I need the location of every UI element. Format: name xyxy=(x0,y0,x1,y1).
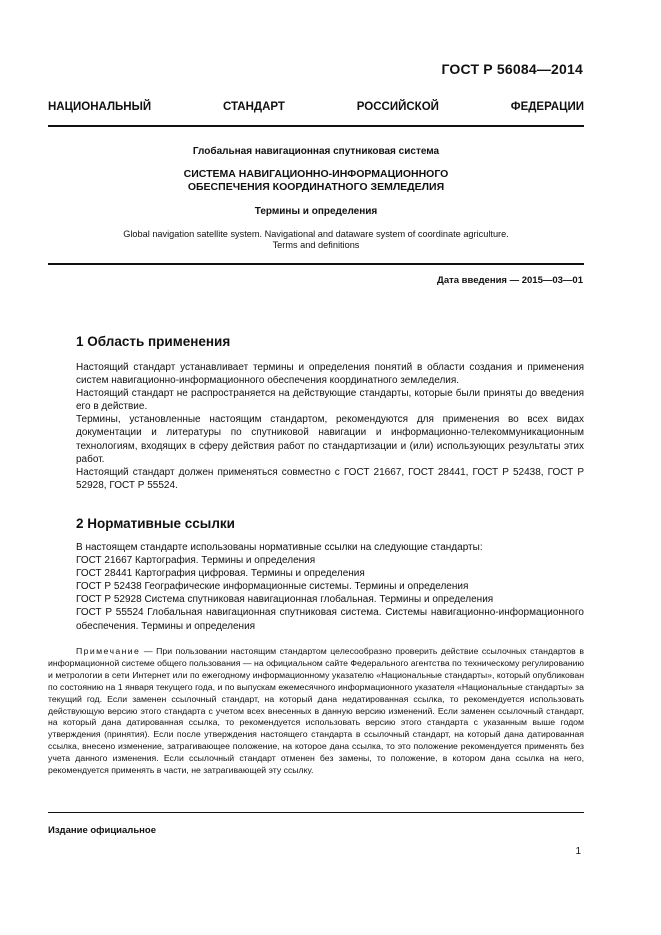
national-standard-heading: НАЦИОНАЛЬНЫЙ СТАНДАРТ РОССИЙСКОЙ ФЕДЕРАЦИИ xyxy=(48,101,584,113)
main-title-line-2: ОБЕСПЕЧЕНИЯ КООРДИНАТНОГО ЗЕМЛЕДЕЛИЯ xyxy=(187,181,445,193)
category-title: Глобальная навигационная спутниковая система xyxy=(192,146,440,157)
introduction-date: Дата введения — 2015—03—01 xyxy=(437,275,583,286)
note-text: — При пользовании настоящим стандартом целесообразно проверить действие ссылочных стандартов в информационной системе общего пользования — на официальном сайте Федерального агентства по техническому регулированию и метрологии в сети Интернет или по ежегодному информационному указателю «Национальные стандарты», который опубликован по состоянию на 1 января текущего года, и по выпускам ежемесячного информационного указателя «Национальные стандарты» за текущий год. Если заменен ссылочный стандарт, на который дана недатированная ссылка, то рекомендуется использовать действующую версию этого стандарта с учетом всех внесенных в данную версию изменений. Если заменен ссылочный стандарт, на который дана датированная ссылка, то рекомендуется использовать версию этого стандарта с указанным выше годом утверждения (принятия). Если после утверждения настоящего стандарта в ссылочный стандарт, на который дана датированная ссылка, внесено изменение, затрагивающее положение, на которое дана ссылка, то это положение рекомендуется применять без учета данного изменения. Если ссылочный стандарт отменен без замены, то положение, в котором дана ссылка на него, рекомендуется применять в части, не затрагивающей эту ссылку. xyxy=(48,646,584,776)
reference-item: ГОСТ 28441 Картография цифровая. Термины и определения xyxy=(76,568,365,580)
page-number: 1 xyxy=(575,846,581,857)
main-title-line-1: СИСТЕМА НАВИГАЦИОННО-ИНФОРМАЦИОННОГО xyxy=(183,168,449,180)
note-label: Примечание xyxy=(76,646,141,656)
section-2-body xyxy=(76,541,584,633)
section-2-heading: 2 Нормативные ссылки xyxy=(76,516,235,531)
main-title xyxy=(48,168,584,194)
reference-item: ГОСТ Р 52928 Система спутниковая навигационная глобальная. Термины и определения xyxy=(76,594,494,606)
section-1-body xyxy=(76,361,584,492)
paragraph: Настоящий стандарт должен применяться совместно с ГОСТ 21667, ГОСТ 28441, ГОСТ Р 52438, ГОСТ Р 52928, ГОСТ Р 55524. xyxy=(76,466,584,491)
section-1-heading: 1 Область применения xyxy=(76,334,231,349)
footer-divider xyxy=(48,812,584,813)
paragraph: Термины, установленные настоящим стандартом, рекомендуются для применения во всех видах документации и литературы по спутниковой навигации и информационно-телекоммуникационным технологиям, входящих в сферу действия работ по стандартизации и (или) использующих результаты этих работ. xyxy=(76,414,584,465)
subtitle: Термины и определения xyxy=(254,206,378,217)
paragraph: Настоящий стандарт устанавливает термины и определения понятий в области создания и применения систем навигационно-информационного обеспечения координатного земледелия. xyxy=(76,362,584,387)
paragraph: В настоящем стандарте использованы нормативные ссылки на следующие стандарты: xyxy=(76,542,483,553)
reference-item: ГОСТ 21667 Картография. Термины и определения xyxy=(76,555,316,567)
english-title xyxy=(48,229,584,251)
reference-item: ГОСТ Р 52438 Географические информационные системы. Термины и определения xyxy=(76,581,469,593)
paragraph: Настоящий стандарт не распространяется на действующие стандарты, которые были приняты до введения его в действие. xyxy=(76,388,584,413)
title-divider xyxy=(48,263,584,265)
top-divider xyxy=(48,125,584,127)
english-title-line-2: Terms and definitions xyxy=(272,240,360,250)
gost-number: ГОСТ Р 56084—2014 xyxy=(441,61,583,77)
note xyxy=(48,646,584,777)
reference-item: ГОСТ Р 55524 Глобальная навигационная спутниковая система. Системы навигационно-информационного обеспечения. Термины и определения xyxy=(76,607,584,632)
edition-label: Издание официальное xyxy=(48,825,156,836)
english-title-line-1: Global navigation satellite system. Navigational and dataware system of coordinate agriculture. xyxy=(123,229,509,239)
